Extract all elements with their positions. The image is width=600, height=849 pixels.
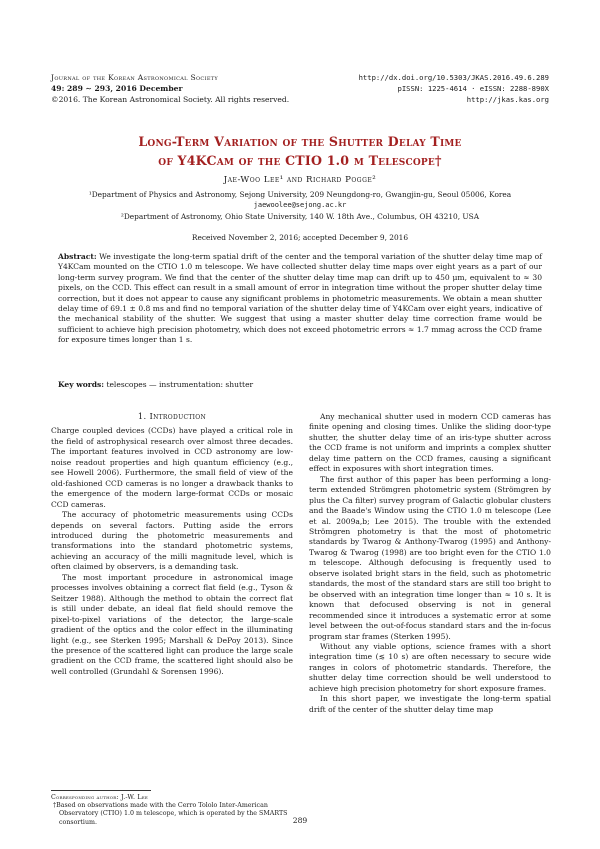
journal-url-link[interactable]: http://jkas.kas.org: [466, 95, 549, 104]
copyright-line: ©2016. The Korean Astronomical Society. All rights reserved.: [51, 95, 290, 104]
keywords-text: telescopes — instrumentation: shutter: [106, 380, 254, 389]
keywords: [58, 380, 542, 389]
issn-line: pISSN: 1225-4614 · eISSN: 2288-890X: [397, 84, 549, 93]
doi-link[interactable]: http://dx.doi.org/10.5303/JKAS.2016.49.6.289: [358, 73, 549, 82]
affiliation-2: ²Department of Astronomy, Ohio State University, 140 W. 18th Ave., Columbus, OH 43210, USA: [120, 212, 480, 221]
abstract: [58, 252, 542, 346]
title-line-2: of Y4KCam of the CTIO 1.0 m Telescope†: [158, 153, 442, 168]
author-email-link[interactable]: jaewoolee@sejong.ac.kr: [253, 201, 347, 209]
paragraph: Charge coupled devices (CCDs) have played a critical role in the field of astrophysical research over almost three decades. The important features involved in CCD astronomy are low-noise readout properties and high quantum efficiency (e.g., see Howell 2006). Furthermore, the small field of view of the old-fashioned CCD cameras is no longer a drawback thanks to the emergence of the modern large-format CCDs or mosaic CCD cameras.: [51, 426, 293, 509]
corresponding-author-note: Corresponding author: J.-W. Lee: [51, 794, 148, 801]
affiliation-1-text: ¹Department of Physics and Astronomy, Sejong University, 209 Neungdong-ro, Gwangjin-gu, Seoul 05006, Korea: [88, 190, 512, 199]
abstract-label: Abstract:: [58, 252, 97, 261]
paper-title: [40, 132, 560, 170]
volume-line: 49: 289 ∼ 293, 2016 December: [51, 84, 183, 93]
footnote-rule: [51, 790, 151, 791]
page-number: 289: [292, 816, 308, 825]
paragraph: The first author of this paper has been performing a long-term extended Strömgren photometric system (Strömgren by plus the Ca filter) survey program of Galactic globular clusters and the Baade's Window using the CTIO 1.0 m telescope (Lee et al. 2009a,b; Lee 2015). The trouble with the extended Strömgren photometry is that the most of photometric standards by Twarog & Anthony-Twarog (1995) and Anthony-Twarog & Twarog (1998) are too bright even for the CTIO 1.0 m telescope. Although defocusing is frequently used to observe isolated bright stars in the field, such as photometric standards, the most of the standard stars are still too bright to be observed with an integration time longer than ≈ 10 s. It is known that defocused observing is not in general recommended since it introduces a systematic error at some level between the out-of-focus standard stars and the in-focus program star frames (Sterken 1995).: [309, 474, 551, 641]
affiliation-1: [40, 190, 560, 210]
paragraph: Any mechanical shutter used in modern CCD cameras has finite opening and closing times. Unlike the sliding door-type shutter, the shutter delay time of an iris-type shutter across the CCD frame is not uniform and imprints a complex shutter delay time pattern on the CCD frames, causing a significant effect in exposures with short integration times.: [309, 412, 551, 474]
abstract-text: We investigate the long-term spatial drift of the center and the temporal variation of the shutter delay time map of Y4KCam mounted on the CTIO 1.0 m telescope. We have collected shutter delay time maps over eight years as a part of our long-term survey program. We find that the center of the shutter delay time map can drift up to 450 μm, equivalent to ≈ 30 pixels, on the CCD. This effect can result in a small amount of error in integration time without the proper shutter delay time correction, but it does not appear to cause any significant problems in photometric measurements. We obtain a mean shutter delay time of 69.1 ± 0.8 ms and find no temporal variation of the shutter delay time of Y4KCam over eight years, indicative of the mechanical stability of the shutter. We suggest that using a master shutter delay time correction frame would be sufficient to achieve high precision photometry, which does not exceed photometric errors ≈ 1.7 mmag across the CCD frame for exposure times longer than 1 s.: [58, 252, 542, 345]
journal-name: Journal of the Korean Astronomical Society: [51, 73, 219, 82]
section-title-introduction: 1. Introduction: [137, 411, 207, 421]
paragraph: In this short paper, we investigate the long-term spatial drift of the center of the shutter delay time map: [309, 694, 551, 714]
received-dates: Received November 2, 2016; accepted December 9, 2016: [191, 233, 409, 242]
dagger-footnote: †Based on observations made with the Cerro Tololo Inter-American Observatory (CTIO) 1.0 m telescope, which is operated by the SMARTS consortium.: [53, 802, 288, 826]
journal-header: [51, 72, 289, 105]
title-line-1: Long-Term Variation of the Shutter Delay Time: [138, 134, 462, 149]
left-column: [51, 396, 293, 677]
author-list: Jae-Woo Lee¹ and Richard Pogge²: [223, 175, 377, 185]
paragraph: The most important procedure in astronomical image processes involves obtaining a correct flat field (e.g., Tyson & Seitzer 1988). Although the method to obtain the correct flat is still under debate, an ideal flat field should remove the pixel-to-pixel variations of the detector, the large-scale gradient of the optics and the color effect in the illuminating light (e.g., see Sterken 1995; Marshall & DePoy 2013). Since the presence of the scattered light can produce the large scale gradient on the CCD frame, the scattered light should also be well controlled (Grundahl & Sorensen 1996).: [51, 572, 293, 676]
keywords-label: Key words:: [58, 380, 105, 389]
journal-identifiers: [359, 72, 549, 105]
paragraph: The accuracy of photometric measurements using CCDs depends on several factors. Putting aside the errors introduced during the photometric measurements and transformations into the standard photometric systems, achieving an accuracy of the milli magnitude level, which is often claimed by observers, is a demanding task.: [51, 510, 293, 572]
paragraph: Without any viable options, science frames with a short integration time (≲ 10 s) are often necessary to secure wide ranges in colors of photometric standards. Therefore, the shutter delay time correction should be well understood to achieve high precision photometry for short exposure frames.: [309, 641, 551, 693]
right-column: [309, 412, 551, 715]
